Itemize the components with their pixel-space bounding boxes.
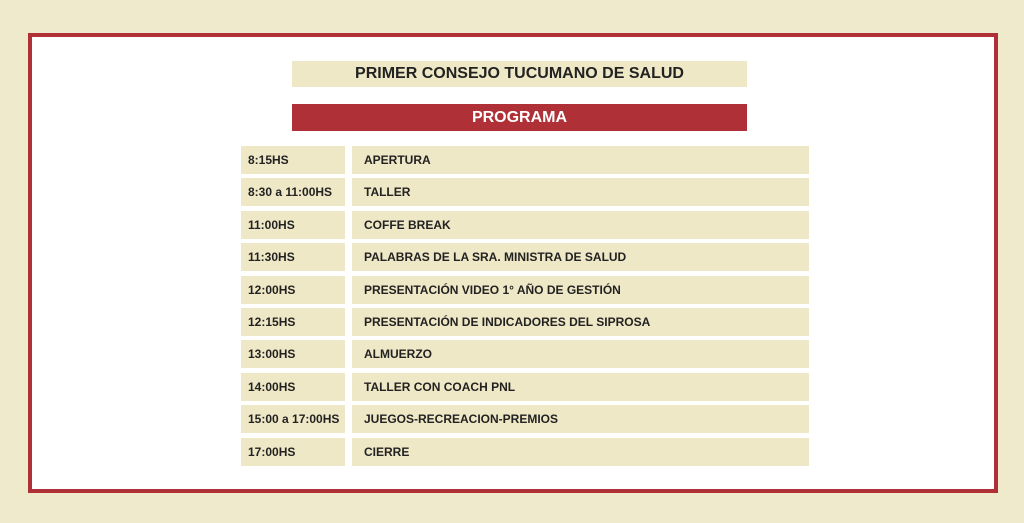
schedule-list xyxy=(241,146,811,470)
schedule-row xyxy=(241,373,811,401)
schedule-activity: ALMUERZO xyxy=(352,340,809,368)
schedule-activity: JUEGOS-RECREACION-PREMIOS xyxy=(352,405,809,433)
schedule-activity: PALABRAS DE LA SRA. MINISTRA DE SALUD xyxy=(352,243,809,271)
schedule-time: 14:00HS xyxy=(241,373,345,401)
schedule-time: 13:00HS xyxy=(241,340,345,368)
schedule-time: 12:00HS xyxy=(241,276,345,304)
schedule-row xyxy=(241,340,811,368)
section-heading: PROGRAMA xyxy=(292,104,747,131)
schedule-activity: APERTURA xyxy=(352,146,809,174)
schedule-row xyxy=(241,243,811,271)
schedule-row xyxy=(241,438,811,466)
schedule-time: 11:30HS xyxy=(241,243,345,271)
schedule-row xyxy=(241,211,811,239)
schedule-row xyxy=(241,308,811,336)
schedule-time: 11:00HS xyxy=(241,211,345,239)
program-frame xyxy=(28,33,998,493)
schedule-activity: TALLER xyxy=(352,178,809,206)
schedule-time: 8:15HS xyxy=(241,146,345,174)
schedule-activity: PRESENTACIÓN DE INDICADORES DEL SIPROSA xyxy=(352,308,809,336)
schedule-time: 15:00 a 17:00HS xyxy=(241,405,345,433)
schedule-row xyxy=(241,405,811,433)
schedule-row xyxy=(241,276,811,304)
schedule-time: 8:30 a 11:00HS xyxy=(241,178,345,206)
schedule-time: 17:00HS xyxy=(241,438,345,466)
schedule-activity: COFFE BREAK xyxy=(352,211,809,239)
page-title: PRIMER CONSEJO TUCUMANO DE SALUD xyxy=(292,61,747,87)
schedule-activity: PRESENTACIÓN VIDEO 1° AÑO DE GESTIÓN xyxy=(352,276,809,304)
schedule-activity: TALLER CON COACH PNL xyxy=(352,373,809,401)
schedule-activity: CIERRE xyxy=(352,438,809,466)
schedule-row xyxy=(241,178,811,206)
schedule-row xyxy=(241,146,811,174)
schedule-time: 12:15HS xyxy=(241,308,345,336)
